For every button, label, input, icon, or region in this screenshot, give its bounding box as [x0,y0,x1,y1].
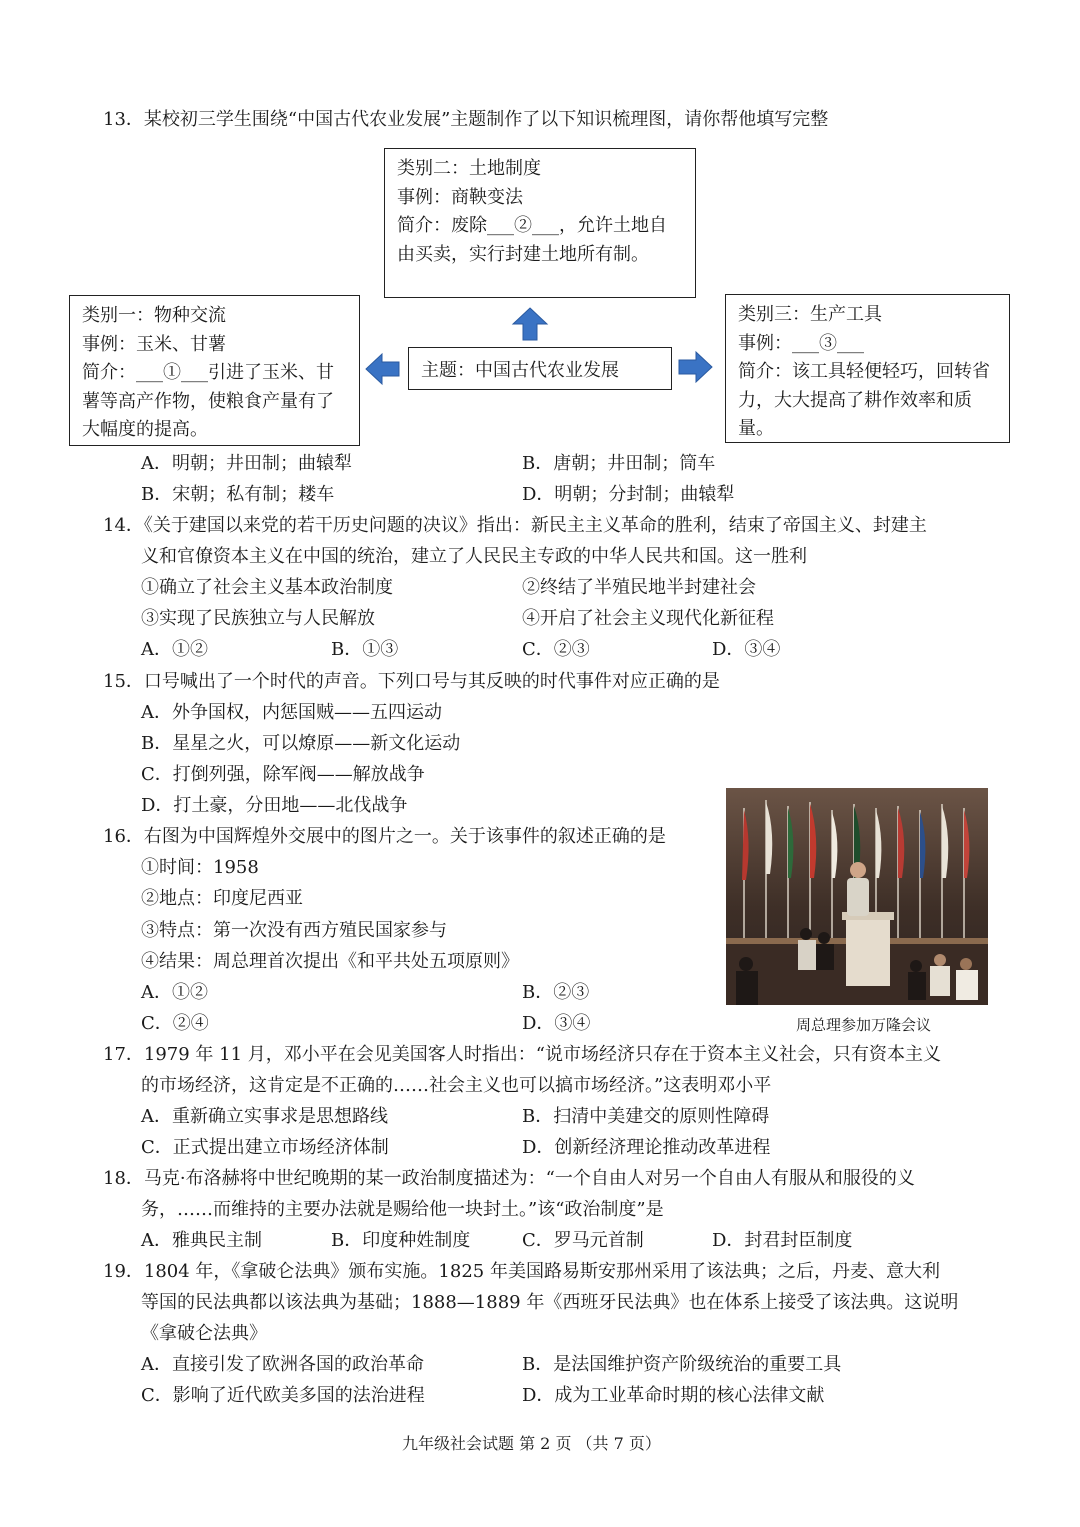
q14-stem-line2: 义和官僚资本主义在中国的统治，建立了人民民主专政的中华人民共和国。这一胜利 [141,546,807,567]
q19-option-b: B．是法国维护资产阶级统治的重要工具 [522,1354,842,1375]
q13-box-tools [725,294,1010,443]
q13-box-species-exchange [69,295,360,446]
q19-option-c: C．影响了近代欧美多国的法治进程 [141,1385,425,1406]
q16-item-3: ③特点：第一次没有西方殖民国家参与 [141,920,447,941]
q14-item-1: ①确立了社会主义基本政治制度 [141,577,393,598]
q19-option-a: A．直接引发了欧洲各国的政治革命 [141,1354,424,1375]
box-line: 力，大大提高了耕作效率和质 [738,389,972,411]
q17-stem-line2: 的市场经济，这肯定是不正确的……社会主义也可以搞市场经济。”这表明邓小平 [141,1075,772,1096]
theme-label: 主题：中国古代农业发展 [421,359,619,381]
q17-option-c: C．正式提出建立市场经济体制 [141,1137,389,1158]
q13-option-a: A．明朝；井田制；曲辕犁 [141,453,352,474]
box-line: 事例：玉米、甘薯 [82,333,226,355]
arrow-up-icon [510,306,550,342]
q16-stem: 16．右图为中国辉煌外交展中的图片之一。关于该事件的叙述正确的是 [103,826,666,847]
q16-option-a: A．①② [141,982,208,1003]
q19-stem-line3: 《拿破仑法典》 [141,1323,267,1344]
q14-option-c: C．②③ [522,639,590,660]
box-line: 由买卖，实行封建土地所有制。 [397,243,649,265]
box-line: 量。 [738,418,774,439]
q14-option-a: A．①② [141,639,208,660]
page-footer: 九年级社会试题 第 2 页 （共 7 页） [402,1434,661,1453]
q15-option-c: C．打倒列强，除军阀——解放战争 [141,764,425,785]
q14-option-b: B．①③ [331,639,399,660]
q13-theme-box [408,347,672,390]
q19-stem-line1: 19．1804 年，《拿破仑法典》颁布实施。1825 年美国路易斯安那州采用了该法典；之后，丹麦、意大利 [103,1261,940,1282]
q14-stem-line1: 14．《关于建国以来党的若干历史问题的决议》指出：新民主主义革命的胜利，结束了帝国主义、封建主 [103,515,927,536]
q13-box-land-system [384,148,696,298]
q13-option-b2: B．宋朝；私有制；耧车 [141,484,335,505]
q16-option-c: C．②④ [141,1013,209,1034]
q17-option-d: D．创新经济理论推动改革进程 [522,1137,771,1158]
box-line: 简介：废除___②___，允许土地自 [397,215,667,236]
arrow-right-icon [676,350,714,384]
q17-stem-line1: 17．1979 年 11 月，邓小平在会见美国客人时指出：“说市场经济只存在于资本主义社会，只有资本主义 [103,1044,941,1065]
box-line: 简介：该工具轻便轻巧，回转省 [738,361,990,382]
q19-stem-line2: 等国的民法典都以该法典为基础；1888—1889 年《西班牙民法典》也在体系上接受了该法典。这说明 [141,1292,959,1313]
q16-option-b: B．②③ [522,982,590,1003]
box-line: 类别一：物种交流 [82,305,226,326]
q18-option-a: A．雅典民主制 [141,1230,262,1251]
q15-option-a: A．外争国权，内惩国贼——五四运动 [141,702,442,723]
box-line: 简介：___①___引进了玉米、甘 [82,362,334,383]
q15-option-b: B．星星之火，可以燎原——新文化运动 [141,733,461,754]
q16-item-1: ①时间：1958 [141,857,259,878]
box-line: 类别二：土地制度 [397,158,541,179]
box-line: 事例：___③___ [738,332,864,354]
bandung-conference-photo [726,788,988,1005]
box-line: 薯等高产作物，使粮食产量有了 [82,390,334,412]
q18-stem-line1: 18．马克·布洛赫将中世纪晚期的某一政治制度描述为：“一个自由人对另一个自由人有服从和服役的义 [103,1168,915,1189]
q15-stem: 15．口号喊出了一个时代的声音。下列口号与其反映的时代事件对应正确的是 [103,671,720,692]
q14-item-2: ②终结了半殖民地半封建社会 [522,577,756,598]
q14-item-4: ④开启了社会主义现代化新征程 [522,608,774,629]
box-line: 事例：商鞅变法 [397,186,523,208]
q19-option-d: D．成为工业革命时期的核心法律文献 [522,1385,825,1406]
q17-option-b: B．扫清中美建交的原则性障碍 [522,1106,770,1127]
q13-option-b: B．唐朝；井田制；筒车 [522,453,716,474]
q13-option-d: D．明朝；分封制；曲辕犁 [522,484,735,505]
q13-stem: 13．某校初三学生围绕“中国古代农业发展”主题制作了以下知识梳理图，请你帮他填写完整 [103,109,829,130]
box-line: 类别三：生产工具 [738,304,882,325]
q18-stem-line2: 务，……而维持的主要办法就是赐给他一块封土。”该“政治制度”是 [141,1199,664,1220]
q14-option-d: D．③④ [712,639,781,660]
q16-option-d: D．③④ [522,1013,591,1034]
q17-option-a: A．重新确立实事求是思想路线 [141,1106,388,1127]
q18-option-c: C．罗马元首制 [522,1230,644,1251]
photo-illustration [726,788,988,1005]
q18-option-b: B．印度种姓制度 [331,1230,471,1251]
photo-caption: 周总理参加万隆会议 [796,1016,932,1034]
q16-item-4: ④结果：周总理首次提出《和平共处五项原则》 [141,951,519,972]
arrow-left-icon [364,352,402,386]
box-line: 大幅度的提高。 [82,419,208,440]
q16-item-2: ②地点：印度尼西亚 [141,888,303,909]
q18-option-d: D．封君封臣制度 [712,1230,853,1251]
q14-item-3: ③实现了民族独立与人民解放 [141,608,375,629]
q15-option-d: D．打土豪，分田地——北伐战争 [141,795,408,816]
